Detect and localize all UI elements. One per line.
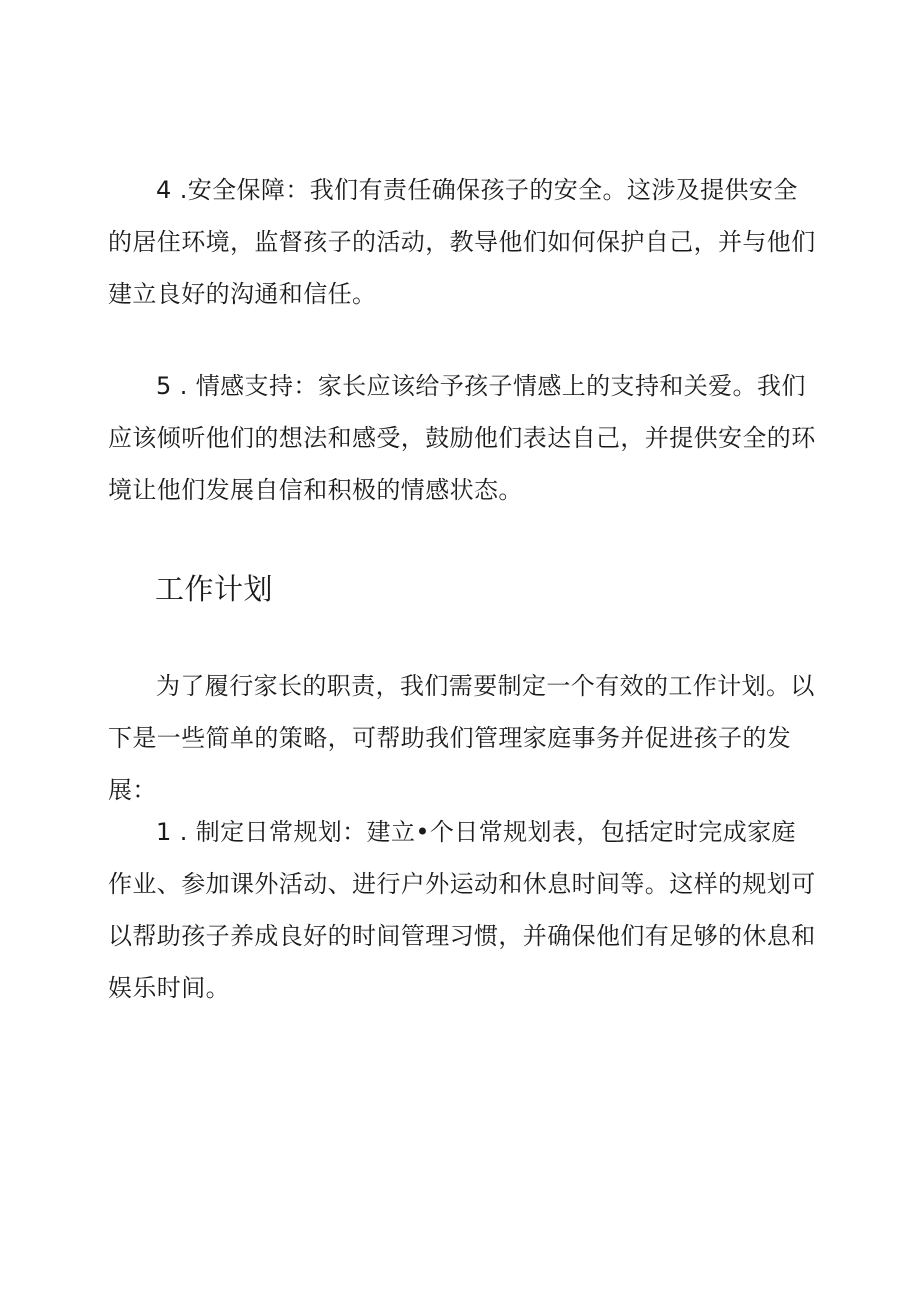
paragraph-safety: 4 .安全保障：我们有责任确保孩子的安全。这涉及提供安全的居住环境，监督孩子的活动，教导他们如何保护自己，并与他们建立良好的沟通和信任。 (108, 176, 816, 308)
paragraph-work-plan-intro: 为了履行家长的职责，我们需要制定一个有效的工作计划。以下是一些简单的策略，可帮助我们管理家庭事务并促进孩子的发展： (108, 672, 815, 804)
paragraph-daily-plan: 1 . 制定日常规划：建立•个日常规划表，包括定时完成家庭作业、参加课外活动、进行户外运动和休息时间等。这样的规划可以帮助孩子养成良好的时间管理习惯，并确保他们有足够的休息和娱乐时间。 (108, 818, 816, 1002)
paragraph-emotional-support: 5 . 情感支持：家长应该给予孩子情感上的支持和关爱。我们应该倾听他们的想法和感受，鼓励他们表达自己，并提供安全的环境让他们发展自信和积极的情感状态。 (108, 372, 816, 504)
section-heading-work-plan: 工作计划 (155, 574, 274, 606)
